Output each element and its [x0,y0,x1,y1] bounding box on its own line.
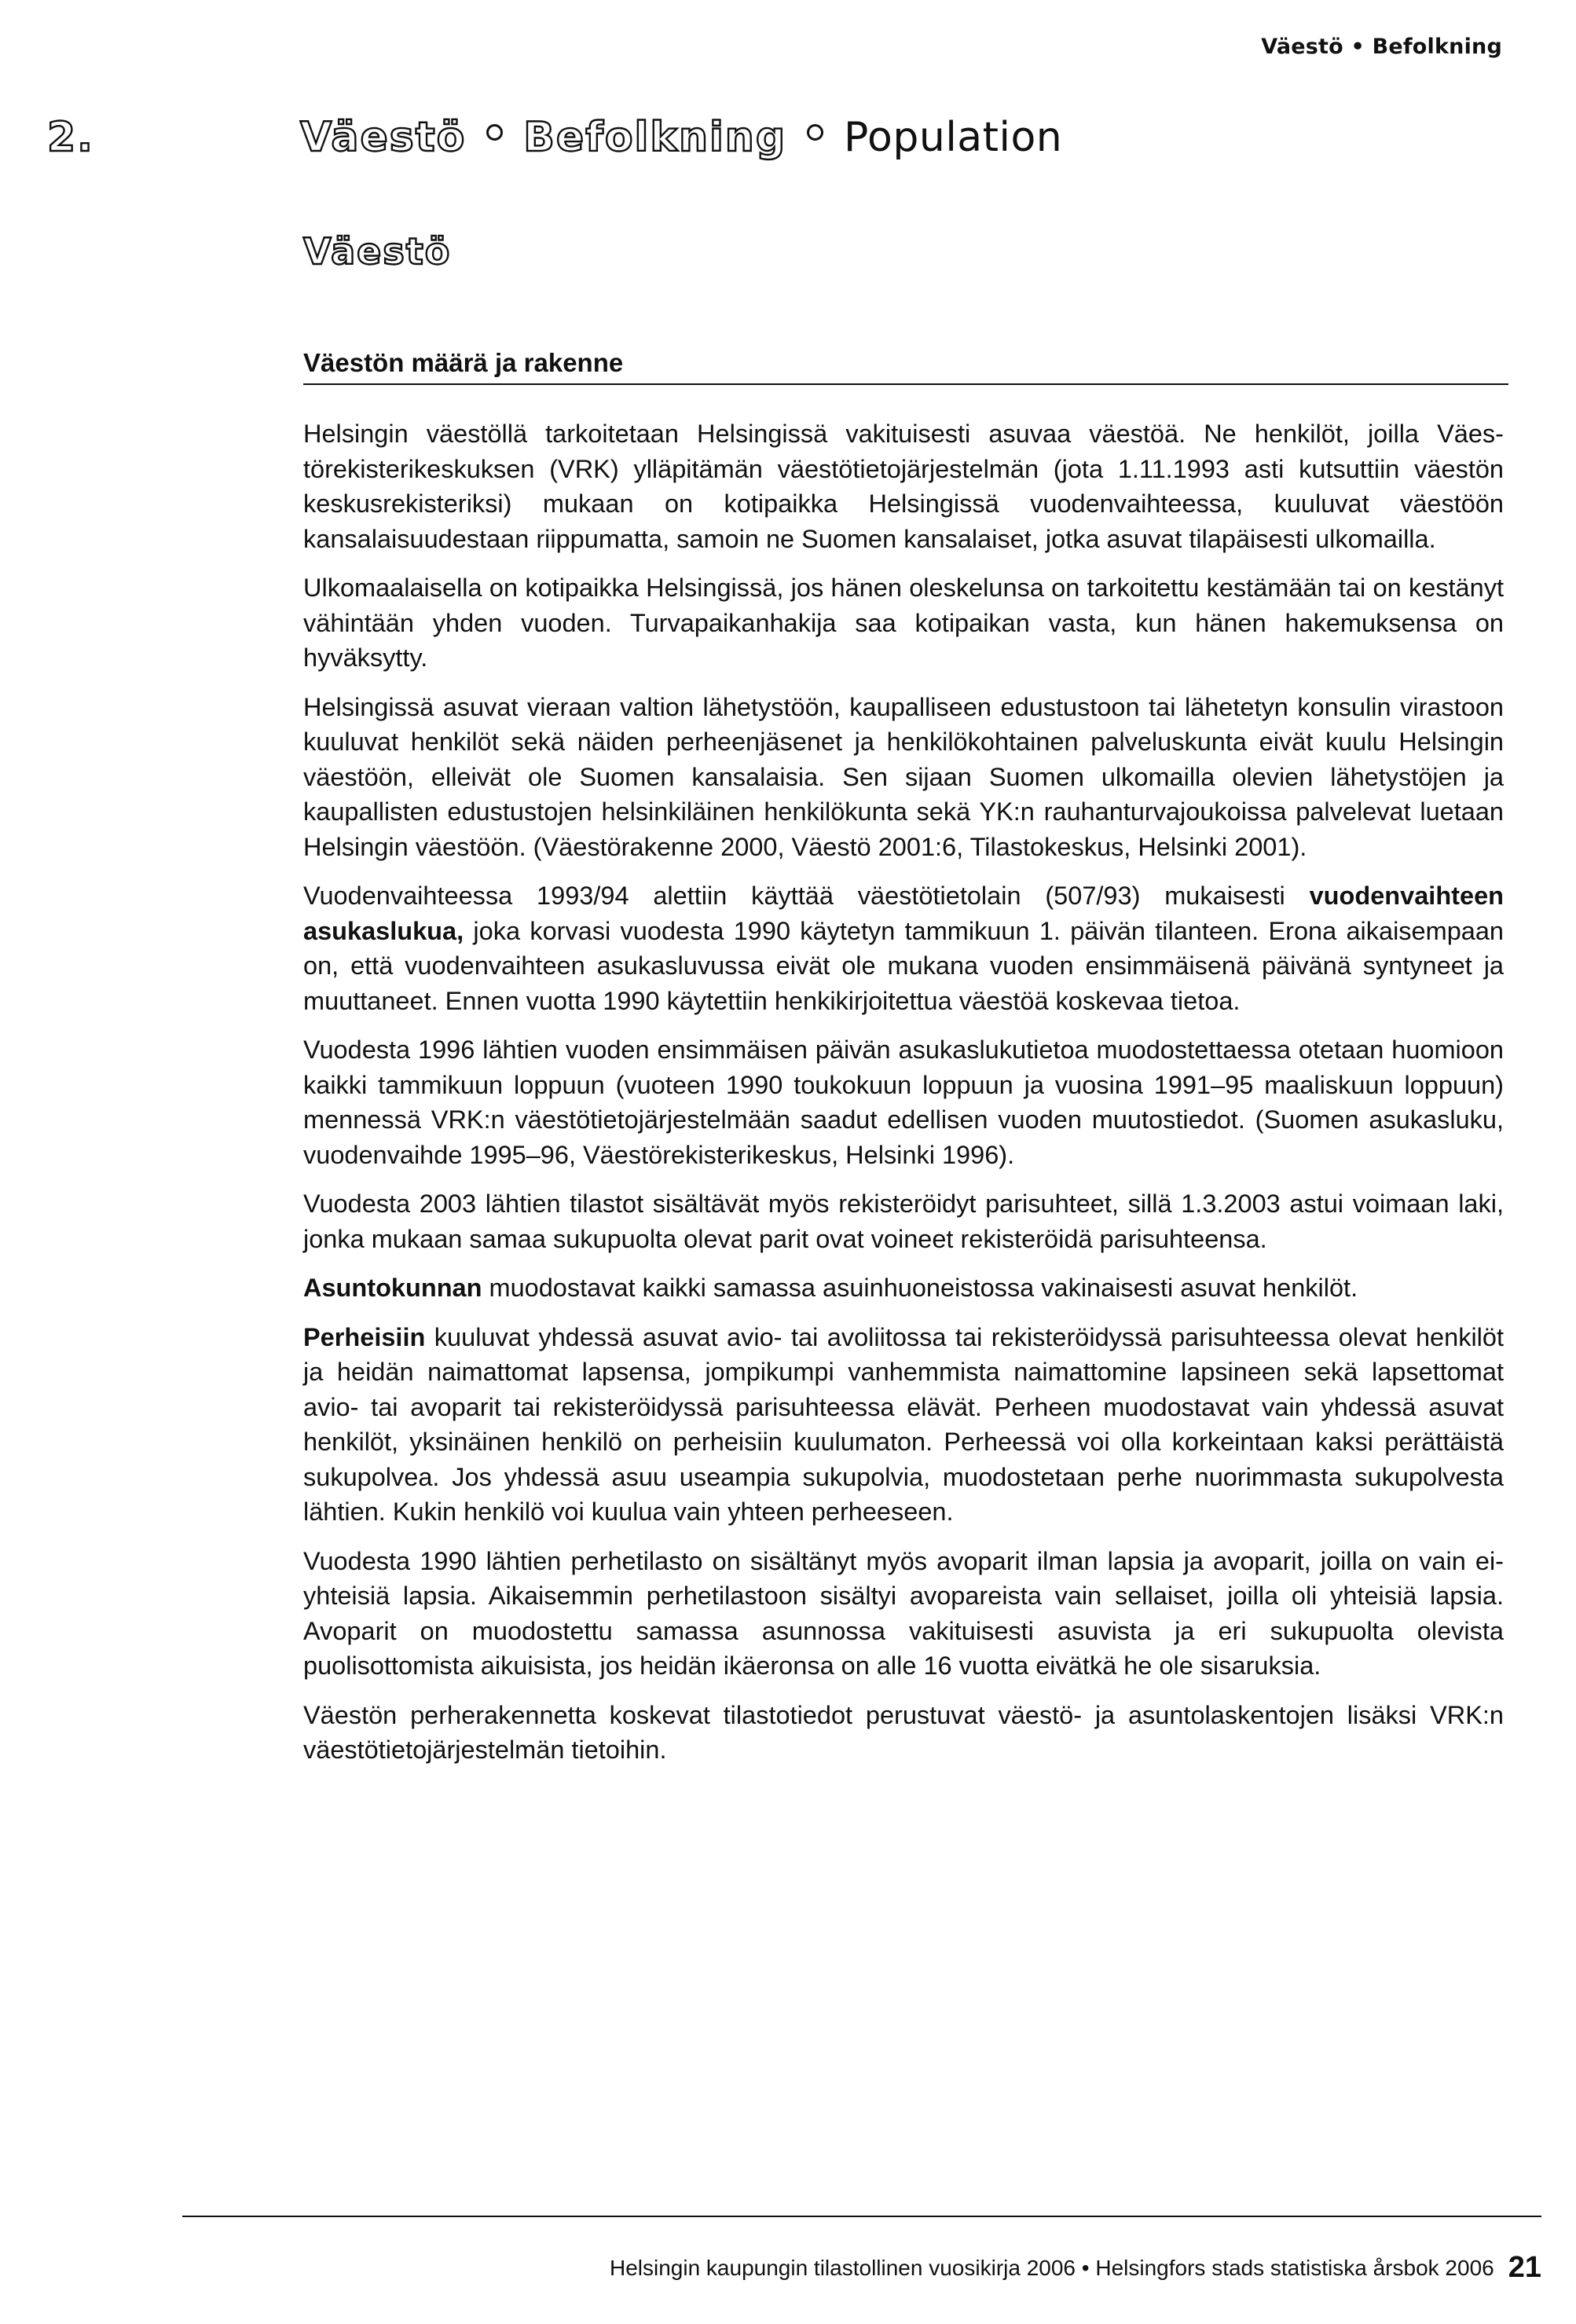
paragraph: Vuodesta 2003 lähtien tilastot sisältävät myös rekisteröidyt parisuhteet, sillä 1.3.2003 astui voimaan laki, jonka mukaan samaa sukupuolta olevat parit ovat voineet rekisteröidä parisuhteensa. [303,1189,1504,1253]
page-footer [610,2252,1541,2284]
paragraph-text: joka korvasi vuodesta 1990 käytetyn tammikuun 1. päivän tilanteen. Erona aikaisempaan on, että vuodenvaihteen asukasluvussa eivät ole mukana vuoden ensimmäisenä päivänä syntyneet ja muuttaneet. Ennen vuotta 1990 käytettiin henkikirjoitettua väestöä koskevaa tietoa. [303,916,1504,1015]
defined-term: vuodenvaihteen asukaslukua, [303,882,1504,945]
paragraph: Helsingin väestöllä tarkoitetaan Helsingissä vakituisesti asuvaa väestöä. Ne henkilöt, joilla Väestörekisterikeskuksen (VRK) ylläpitämän väestötietojärjestelmän (jota 1.11.1993 asti kutsuttiin väestön keskusrekisteriksi) mukaan on kotipaikka Helsingissä vuodenvaihteessa, kuuluvat väestöön kansalaisuudestaan riippumatta, samoin ne Suomen kansalaiset, jotka asuvat tilapäisesti ulkomailla. [303,420,1504,553]
chapter-number: 2. [47,114,94,161]
paragraph: Vuodesta 1990 lähtien perhetilasto on sisältänyt myös avoparit ilman lapsia ja avoparit, joilla on vain ei-yhteisiä lapsia. Aikaisemmin perhetilastoon sisältyi avopareista vain sellaiset, joilla oli yhteisiä lapsia. Avoparit on muodostettu samassa asunnossa vakituisesti asuvista ja eri sukupuolta olevista puolisottomista aikuisista, jos heidän ikäeronsa on alle 16 vuotta eivätkä he ole sisaruksia. [303,1546,1504,1680]
body-text [303,416,1504,1782]
chapter-title [300,110,1062,165]
paragraph-text: kuuluvat yhdessä asuvat avio- tai avoliitossa tai rekisteröidyssä parisuhteessa olevat henkilöt ja heidän naimattomat lapsensa, jompikumpi vanhemmista naimattomine lapsineen sekä lapsettomat avio- tai avoparit tai rekisteröidyssä parisuhteessa elävät. Perheen muodostavat vain yhdessä asuvat henkilöt, yksinäinen henkilö on perheisiin kuulumaton. Perheessä voi olla korkeintaan kaksi perättäistä sukupolvea. Jos yhdessä asuu useampia sukupolvia, muodostetaan perhe nuorimmasta sukupolvesta lähtien. Kukin henkilö voi kuulua vain yhteen perheeseen. [303,1322,1504,1526]
chapter-title-fi: Väestö [300,114,467,161]
paragraph [303,1270,1504,1306]
defined-term: Perheisiin [303,1322,426,1351]
paragraph: Väestön perherakennetta koskevat tilastotiedot perustuvat väestö- ja asuntolaskentojen lisäksi VRK:n väestötietojärjestelmän tietoihin. [303,1700,1504,1764]
subsection-title: Väestön määrä ja rakenne [303,348,624,377]
chapter-title-sv: Befolkning [523,114,787,161]
title-separator-dot [486,124,503,141]
paragraph: Vuodesta 1996 lähtien vuoden ensimmäisen päivän asukaslukutietoa muodostettaessa otetaan huomioon kaikki tammikuun loppuun (vuoteen 1990 toukokuun loppuun ja vuosina 1991–95 maaliskuun loppuun) mennessä VRK:n väestötietojärjestelmään saadut edellisen vuoden muutostiedot. (Suomen asukasluku, vuodenvaihde 1995–96, Väestörekisterikeskus, Helsinki 1996). [303,1036,1504,1169]
footer-text: Helsingin kaupungin tilastollinen vuosikirja 2006 • Helsingfors stads statistiska årsbok 2006 [609,2256,1494,2280]
paragraph [303,1320,1504,1530]
running-head: Väestö • Befolkning [1261,35,1502,59]
subsection-heading-rule [303,346,1508,385]
defined-term: Asuntokunnan [303,1274,482,1302]
page-number: 21 [1508,2251,1541,2284]
paragraph [303,878,1504,1018]
paragraph: Helsingissä asuvat vieraan valtion lähetystöön, kaupalliseen edustustoon tai lähetetyn konsulin virastoon kuuluvat henkilöt sekä näiden perheenjäsenet ja henkilökohtainen palveluskunta eivät kuulu Helsingin väestöön, elleivät ole Suomen kansalaisia. Sen sijaan Suomen ulkomailla olevien lähetystöjen ja kaupallisten edustustojen helsinkiläinen henkilökunta sekä YK:n rauhanturvajoukoissa palvelevat luetaan Helsingin väestöön. (Väestörakenne 2000, Väestö 2001:6, Tilastokeskus, Helsinki 2001). [303,692,1504,861]
paragraph: Ulkomaalaisella on kotipaikka Helsingissä, jos hänen oleskelunsa on tarkoitettu kestämään tai on kestänyt vähintään yhden vuoden. Turvapaikanhakija saa kotipaikan vasta, kun hänen hakemuksensa on hyväksytty. [303,574,1504,672]
paragraph-text: Vuodenvaihteessa 1993/94 alettiin käyttää väestötietolain (507/93) mukaisesti [303,882,1310,910]
section-heading: Väestö [303,230,452,273]
footer-rule [182,2216,1541,2217]
paragraph-text: muodostavat kaikki samassa asuinhuoneistossa vakinaisesti asuvat henkilöt. [482,1274,1358,1302]
chapter-title-en: Population [844,114,1063,161]
title-separator-dot [807,124,823,141]
